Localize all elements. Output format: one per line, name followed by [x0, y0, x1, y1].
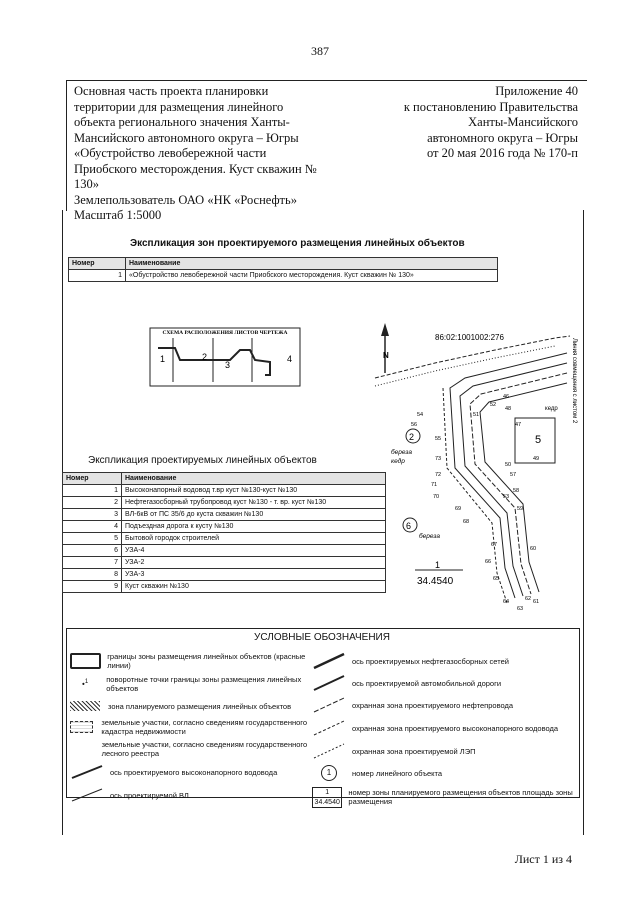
- header-right-line: Приложение 40: [495, 84, 578, 98]
- svg-text:72: 72: [435, 472, 442, 478]
- object-label: 2: [409, 432, 415, 442]
- legend-text: номер линейного объекта: [352, 768, 443, 778]
- sheet-footer: Лист 1 из 4: [514, 852, 572, 866]
- svg-text:65: 65: [493, 576, 500, 582]
- scheme-num: 1: [160, 354, 166, 364]
- svg-text:54: 54: [417, 412, 424, 418]
- table-header: Наименование: [122, 473, 386, 485]
- table-cell: 7: [63, 557, 122, 569]
- header-left-line: территории для размещения линейного: [74, 99, 284, 114]
- table-header: Номер: [63, 473, 122, 485]
- table-row: [63, 557, 386, 569]
- legend-item: [312, 694, 574, 716]
- header-right-line: к постановлению Правительства: [403, 99, 578, 114]
- scheme-route: [158, 348, 270, 375]
- table-cell: Нефтегазосборный трубопровод куст №130 - т. вр. куст №130: [122, 497, 386, 509]
- table-row: [63, 521, 386, 533]
- swatch-zone-boundary: [70, 653, 101, 669]
- svg-text:49: 49: [533, 456, 540, 462]
- svg-text:55: 55: [435, 436, 442, 442]
- header-left-line: Масштаб 1:5000: [74, 208, 162, 222]
- svg-text:62: 62: [525, 596, 532, 602]
- tree-label: кедр: [545, 406, 558, 412]
- legend-item: [312, 716, 574, 740]
- zones-table-title: Экспликация зон проектируемого размещения линейных объектов: [130, 238, 465, 249]
- header-right-line: от 20 мая 2016 года № 170-п: [426, 146, 578, 160]
- scheme-num: 4: [287, 354, 293, 364]
- sheet-scheme: [140, 320, 310, 390]
- cadastral-boundary-2: [375, 346, 555, 386]
- legend-text: зона планируемого размещения линейных объектов: [108, 701, 292, 711]
- table-cell: УЗА-3: [122, 569, 386, 581]
- corridor-lines: [443, 353, 567, 603]
- table-row: [63, 569, 386, 581]
- cadastral-boundary: [375, 336, 570, 378]
- table-header: Наименование: [126, 258, 498, 270]
- legend-text: земельные участки, согласно сведениям государственного лесного реестра: [101, 740, 308, 758]
- legend-item: [312, 762, 574, 784]
- table-cell: УЗА-2: [122, 557, 386, 569]
- svg-text:47: 47: [515, 422, 522, 428]
- table-cell: 3: [63, 509, 122, 521]
- header-right-line: Ханты-Мансийского: [468, 115, 578, 129]
- swatch-road: [312, 674, 346, 692]
- legend-item: [70, 696, 310, 716]
- table-cell: 4: [63, 521, 122, 533]
- swatch-hatch: [70, 701, 100, 711]
- table-row: [63, 533, 386, 545]
- table-header: Номер: [69, 258, 126, 270]
- swatch-power-line: [70, 787, 104, 803]
- legend-item: [312, 740, 574, 762]
- legend-item: [70, 672, 310, 696]
- table-cell: 1: [69, 270, 126, 282]
- side-label: Линия совмещения с листом 2: [571, 338, 577, 424]
- svg-text:64: 64: [503, 599, 510, 605]
- swatch-water-line: [70, 764, 104, 780]
- svg-text:66: 66: [485, 559, 492, 565]
- zones-table: [68, 257, 498, 282]
- legend-left: [70, 650, 310, 806]
- table-cell: 1: [63, 485, 122, 497]
- svg-text:48: 48: [505, 406, 512, 412]
- table-cell: «Обустройство левобережной части Приобского месторождения. Куст скважин № 130»: [126, 270, 498, 282]
- svg-text:71: 71: [431, 482, 438, 488]
- table-row: [69, 270, 498, 282]
- objects-table-title: Экспликация проектируемых линейных объектов: [88, 455, 317, 466]
- table-cell: 2: [63, 497, 122, 509]
- svg-text:61: 61: [533, 599, 540, 605]
- svg-text:51: 51: [473, 412, 480, 418]
- svg-text:63: 63: [517, 606, 524, 612]
- legend-title: УСЛОВНЫЕ ОБОЗНАЧЕНИЯ: [254, 632, 390, 643]
- svg-text:60: 60: [530, 546, 537, 552]
- table-cell: УЗА-4: [122, 545, 386, 557]
- svg-text:59: 59: [517, 506, 524, 512]
- swatch-zone-number: 1 34.4540: [312, 787, 342, 808]
- table-cell: ВЛ-6кВ от ПС 35/6 до куста скважин №130: [122, 509, 386, 521]
- table-cell: 9: [63, 581, 122, 593]
- north-label: N: [383, 351, 389, 360]
- north-arrow: [381, 323, 389, 373]
- legend-text: охранная зона проектируемой ЛЭП: [352, 746, 476, 756]
- tree-label: кедр: [391, 458, 405, 465]
- table-row: [63, 509, 386, 521]
- table-row: [63, 485, 386, 497]
- svg-text:50: 50: [505, 462, 512, 468]
- legend-text: охранная зона проектируемого высоконапорного водовода: [352, 723, 559, 733]
- page-number: 387: [311, 44, 329, 58]
- header-left-line: Мансийского автономного округа – Югры: [74, 130, 299, 145]
- header-left-line: Приобского месторождения. Куст скважин №: [74, 161, 317, 176]
- swatch-water-zone: [312, 719, 346, 737]
- header-left: [74, 84, 324, 224]
- swatch-cadastre: [70, 721, 93, 733]
- header-left-line: Землепользователь ОАО «НК «Роснефть»: [74, 192, 297, 207]
- legend-item: [312, 784, 574, 810]
- table-cell: 6: [63, 545, 122, 557]
- object-label: 6: [406, 521, 412, 531]
- svg-text:67: 67: [491, 542, 498, 548]
- legend-text: ось проектируемой ВЛ: [110, 790, 189, 800]
- legend-text: поворотные точки границы зоны размещения линейных объектов: [106, 675, 302, 693]
- legend-text: ось проектируемого высоконапорного водовода: [110, 767, 278, 777]
- svg-text:58: 58: [513, 488, 520, 494]
- svg-text:68: 68: [463, 519, 470, 525]
- zone-area: 34.4540: [417, 576, 454, 587]
- svg-text:69: 69: [455, 506, 462, 512]
- scheme-num: 3: [225, 360, 231, 370]
- table-row: [63, 497, 386, 509]
- svg-text:70: 70: [433, 494, 440, 500]
- legend-item: [70, 760, 310, 784]
- legend-text: охранная зона проектируемого нефтепровода: [352, 700, 514, 710]
- legend-item: [312, 650, 574, 672]
- object-label: 5: [535, 434, 542, 446]
- table-cell: Высоконапорный водовод т.вр куст №130-куст №130: [122, 485, 386, 497]
- legend-text: ось проектируемых нефтегазосборных сетей: [352, 656, 509, 666]
- svg-text:73: 73: [435, 456, 442, 462]
- header-left-line: Основная часть проекта планировки: [74, 84, 269, 98]
- zone-number: 1: [435, 560, 441, 570]
- header-left-line: объекта регионального значения Ханты-: [74, 115, 290, 129]
- site-map: [355, 318, 580, 623]
- swatch-oil-zone: [312, 696, 346, 714]
- legend-text: ось проектируемой автомобильной дороги: [352, 678, 502, 688]
- table-cell: Бытовой городок строителей: [122, 533, 386, 545]
- header-right: [392, 84, 578, 162]
- table-row: [63, 581, 386, 593]
- scheme-title: СХЕМА РАСПОЛОЖЕНИЯ ЛИСТОВ ЧЕРТЕЖА: [162, 330, 288, 336]
- legend-item: [70, 650, 310, 672]
- table-row: [63, 545, 386, 557]
- legend-text: земельные участки, согласно сведениям государственного кадастра недвижимости: [101, 718, 308, 736]
- svg-text:46: 46: [503, 394, 510, 400]
- table-cell: 8: [63, 569, 122, 581]
- header-left-line: «Обустройство левобережной части: [74, 146, 267, 160]
- swatch-object-number: 1: [312, 765, 346, 781]
- table-cell: Куст скважин №130: [122, 581, 386, 593]
- table-cell: 5: [63, 533, 122, 545]
- header-left-line: 130»: [74, 177, 99, 191]
- objects-table: [62, 472, 386, 593]
- cadastral-number: 86:02:1001002:276: [435, 333, 504, 342]
- swatch-point: •$^1$: [82, 679, 89, 689]
- tree-label: береза: [391, 449, 412, 456]
- legend-text: номер зоны планируемого размещения объектов площадь зоны размещения: [348, 788, 573, 806]
- svg-text:56: 56: [411, 422, 418, 428]
- svg-text:52: 52: [490, 402, 497, 408]
- table-cell: Подъездная дорога к кусту №130: [122, 521, 386, 533]
- legend-text: границы зоны размещения линейных объектов (красные линии): [107, 652, 306, 670]
- legend-item: [70, 716, 310, 738]
- legend-right: [312, 650, 574, 810]
- swatch-oil-line: [312, 652, 346, 670]
- swatch-power-zone: [312, 742, 346, 760]
- scheme-num: 2: [202, 352, 208, 362]
- tree-label: береза: [419, 533, 440, 540]
- svg-text:57: 57: [510, 472, 517, 478]
- legend-item: [70, 738, 310, 760]
- legend-item: [312, 672, 574, 694]
- header-right-line: автономного округа – Югры: [427, 130, 578, 145]
- legend-item: [70, 784, 310, 806]
- svg-text:53: 53: [503, 494, 510, 500]
